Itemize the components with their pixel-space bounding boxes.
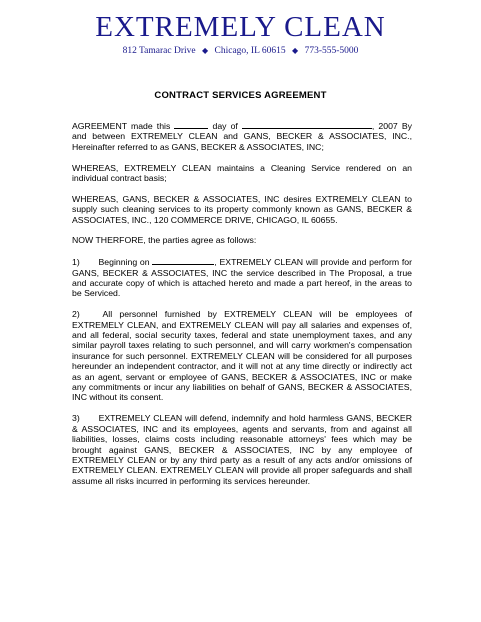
day-blank — [174, 120, 208, 129]
section-2-text: All personnel furnished by EXTREMELY CLEAN will be employees of EXTREMELY CLEAN, and EXTREMELY CLEAN will pay all salaries and expenses of, and all federal, social security taxes, federal and state unemployment taxes, and any similar payroll taxes relating to such personnel, and will carry workmen's compensation insurance for such personnel. EXTREMELY CLEAN will be considered for all purposes hereunder an independent contractor, and it will not at any time directly or indirectly act as an agent, servant or employee of GANS, BECKER & ASSOCIATES, INC or make any commitments or incur any liabilities on behalf of GANS, BECKER & ASSOCIATES, INC without its consent. — [72, 309, 412, 403]
section-2-number: 2) — [72, 309, 80, 320]
opening-text-c: , 2007 By and between EXTREMELY CLEAN and GANS, BECKER & ASSOCIATES, INC., Hereinafter referred to as GANS, BECKER & ASSOCIATES, INC; — [72, 121, 412, 152]
diamond-separator-icon: ◆ — [292, 46, 299, 55]
letterhead-address — [0, 46, 481, 56]
start-date-blank — [152, 256, 214, 265]
agreement-body — [72, 120, 412, 497]
now-therefore: NOW THERFORE, the parties agree as follows: — [72, 235, 257, 246]
whereas-2: WHEREAS, GANS, BECKER & ASSOCIATES, INC desires EXTREMELY CLEAN to supply such cleaning services to its property commonly known as GANS, BECKER & ASSOCIATES, INC., 120 COMMERCE DRIVE, CHICAGO, IL 60655. — [72, 193, 412, 225]
opening-text-a: AGREEMENT made this — [72, 121, 171, 131]
section-1-text-a: Beginning on — [98, 257, 150, 268]
month-blank — [242, 120, 372, 129]
whereas-1: WHEREAS, EXTREMELY CLEAN maintains a Cleaning Service rendered on an individual contract basis; — [72, 162, 412, 184]
document-title: CONTRACT SERVICES AGREEMENT — [154, 90, 327, 101]
company-name: EXTREMELY CLEAN — [95, 11, 386, 43]
section-2 — [72, 309, 412, 403]
section-1 — [72, 256, 412, 299]
section-1-number: 1) — [72, 257, 80, 268]
city-address: Chicago, IL 60615 — [214, 46, 286, 56]
street-address: 812 Tamarac Drive — [122, 46, 196, 56]
section-3-number: 3) — [72, 413, 80, 424]
section-3-text: EXTREMELY CLEAN will defend, indemnify and hold harmless GANS, BECKER & ASSOCIATES, INC and its employees, agents and servants, from and against all liabilities, losses, claims costs including reasonable attorneys' fees which may be brought against GANS, BECKER & ASSOCIATES, INC by any employee of EXTREMELY CLEAN or by any third party as a result of any acts and/or omissions of EXTREMELY CLEAN. EXTREMELY CLEAN will provide all proper safeguards and shall assume all risks incurred in performing its services hereunder. — [72, 413, 412, 486]
section-1-text-b: , EXTREMELY CLEAN will provide and perform for GANS, BECKER & ASSOCIATES, INC the service described in The Proposal, a true and accurate copy of which is attached hereto and made a part hereof, in the areas to be Serviced. — [72, 257, 412, 299]
diamond-separator-icon: ◆ — [201, 46, 209, 55]
opening-text-b: day of — [212, 121, 238, 131]
agreement-opening — [72, 120, 412, 152]
section-3 — [72, 413, 412, 486]
phone-number: 773-555-5000 — [304, 46, 359, 56]
